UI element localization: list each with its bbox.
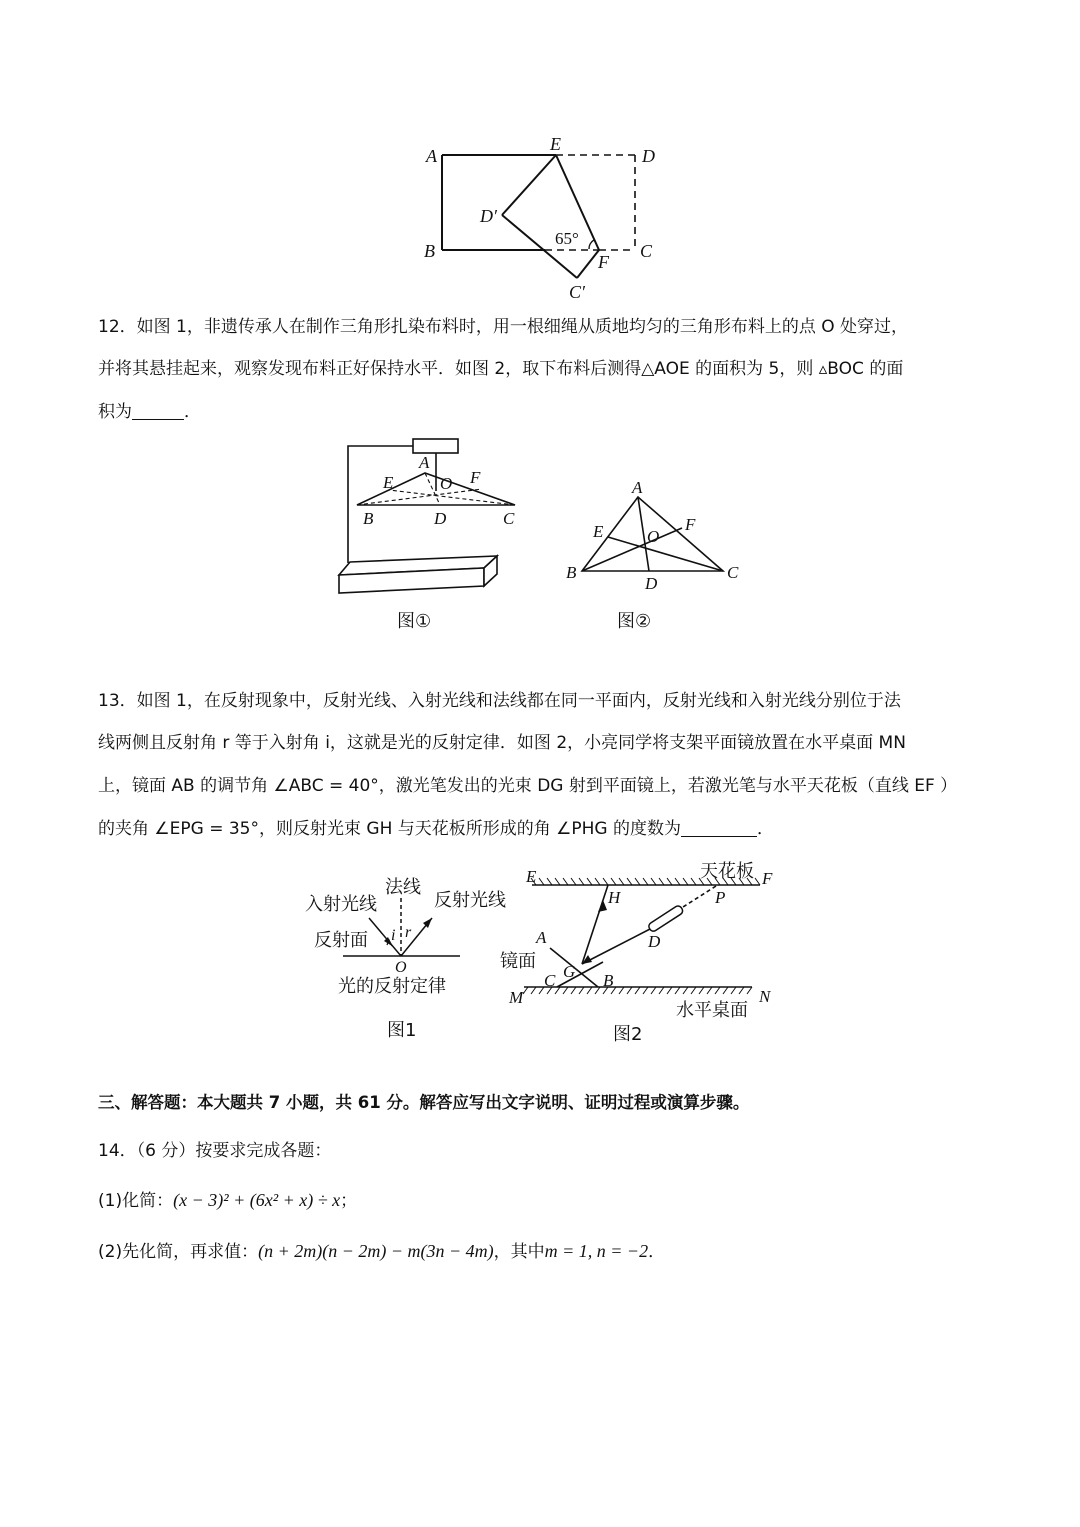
label-c: C	[640, 241, 653, 261]
fig2-label-ceiling: 天花板	[700, 861, 754, 882]
q13-line-2: 线两侧且反射角 r 等于入射角 i，这就是光的反射定律．如图 2，小亮同学将支架平面镜放置在水平桌面 MN	[98, 733, 906, 753]
incident-ray	[369, 918, 401, 956]
fold-rectangle-figure	[400, 130, 700, 305]
fig2-label-d: D	[645, 574, 658, 593]
label-a: A	[426, 146, 437, 166]
q13-line-4: 的夹角 ∠EPG = 35°，则反射光束 GH 与天花板所形成的角 ∠PHG 的度数为 ．	[98, 819, 775, 839]
edge-c-prime-f	[577, 250, 599, 278]
q14-expr-2: (n + 2m)(n − 2m) − m(3n − 4m)	[258, 1241, 494, 1261]
fig1-label-c: C	[503, 509, 515, 528]
label-d-prime: D′	[480, 206, 497, 226]
label-c-prime: C′	[569, 282, 585, 302]
angle-arc	[589, 240, 594, 249]
fig1-label-o: O	[440, 474, 453, 493]
fig2-label-f: F	[762, 869, 773, 888]
q14-title: 14．（6 分）按要求完成各题：	[98, 1141, 332, 1161]
q14-expr-1: (x − 3)² + (6x² + x) ÷ x	[173, 1190, 341, 1210]
fig2-label-e: E	[526, 867, 537, 886]
laser-pen	[647, 904, 684, 932]
label-o: O	[395, 959, 407, 976]
q13-line-3: 上，镜面 AB 的调节角 ∠ABC = 40°，激光笔发出的光束 DG 射到平面镜上，若激光笔与水平天花板（直线 EF ）	[98, 776, 958, 796]
label-normal: 法线	[385, 877, 421, 898]
fig1-label-e: E	[383, 473, 394, 492]
fig2-label-f: F	[685, 515, 696, 534]
label-angle: 65°	[555, 229, 579, 248]
fig2-label-desk: 水平桌面	[676, 1000, 748, 1021]
q14-part-2: (2)先化简，再求值：(n + 2m)(n − 2m) − m(3n − 4m)，其中m = 1, n = −2．	[98, 1241, 666, 1262]
label-b: B	[424, 241, 435, 261]
label-d: D	[642, 146, 655, 166]
answer-blank-13[interactable]	[681, 818, 757, 837]
fig2-label-g: G	[563, 962, 576, 981]
fig2-label-a: A	[536, 928, 547, 947]
edge-ed-prime	[502, 155, 556, 215]
label-incident: 入射光线	[305, 894, 377, 915]
fig2-label-h: H	[608, 888, 621, 907]
q12-fig2-caption: 图②	[617, 611, 652, 632]
fig1-label-a: A	[419, 453, 430, 472]
q12-line-2: 并将其悬挂起来，观察发现布料正好保持水平．如图 2，取下布料后测得△AOE 的面积为 5，则 ▵BOC 的面	[98, 359, 904, 379]
q12-fig1-caption: 图①	[397, 611, 432, 632]
fig2-label-o: O	[647, 527, 660, 546]
fig2-caption: 图2	[613, 1024, 643, 1045]
label-r: r	[405, 924, 412, 941]
section-3-heading: 三、解答题：本大题共 7 小题，共 61 分。解答应写出文字说明、证明过程或演算步骤。	[98, 1093, 750, 1112]
fig2-label-n: N	[759, 987, 771, 1006]
fig2-label-e: E	[593, 522, 604, 541]
q14-part-1: (1)化简：(x − 3)² + (6x² + x) ÷ x；	[98, 1190, 358, 1211]
fig2-label-mirror: 镜面	[500, 951, 536, 972]
label-e: E	[550, 134, 561, 154]
hanging-triangle-figure	[330, 432, 530, 602]
fig2-label-d: D	[648, 932, 661, 951]
fig2-label-c: C	[727, 563, 739, 582]
fig1-caption: 图1	[387, 1020, 417, 1040]
fig2-label-p: P	[715, 888, 726, 907]
label-reflected: 反射光线	[434, 890, 506, 911]
answer-blank-12[interactable]	[132, 401, 184, 420]
reflected-beam-arrow	[598, 900, 607, 912]
label-law: 光的反射定律	[338, 976, 446, 997]
fig2-label-c: C	[544, 971, 556, 990]
mirror-laser-figure	[495, 855, 785, 1050]
fig2-label-b: B	[566, 563, 577, 582]
fig2-label-b: B	[603, 971, 614, 990]
q13-line-1: 13．如图 1，在反射现象中，反射光线、入射光线和法线都在同一平面内，反射光线和入射光线分别位于法	[98, 691, 901, 711]
fig2-label-a: A	[632, 478, 643, 497]
triangle-medians-figure	[560, 475, 750, 595]
fig1-label-b: B	[363, 509, 374, 528]
q12-line-3: 积为 ．	[98, 402, 201, 422]
fig1-label-f: F	[470, 468, 481, 487]
label-f: F	[598, 252, 609, 272]
hanger-block	[413, 439, 458, 453]
q12-line-1: 12．如图 1，非遗传承人在制作三角形扎染布料时，用一根细绳从质地均匀的三角形布料上的点 O 处穿过，	[98, 317, 909, 337]
label-i: i	[391, 927, 396, 944]
q14-condition: m = 1, n = −2	[544, 1241, 649, 1261]
label-surface: 反射面	[314, 930, 368, 951]
fig1-label-d: D	[434, 509, 447, 528]
fig2-label-m: M	[509, 988, 524, 1007]
reflection-law-figure	[295, 870, 515, 1040]
